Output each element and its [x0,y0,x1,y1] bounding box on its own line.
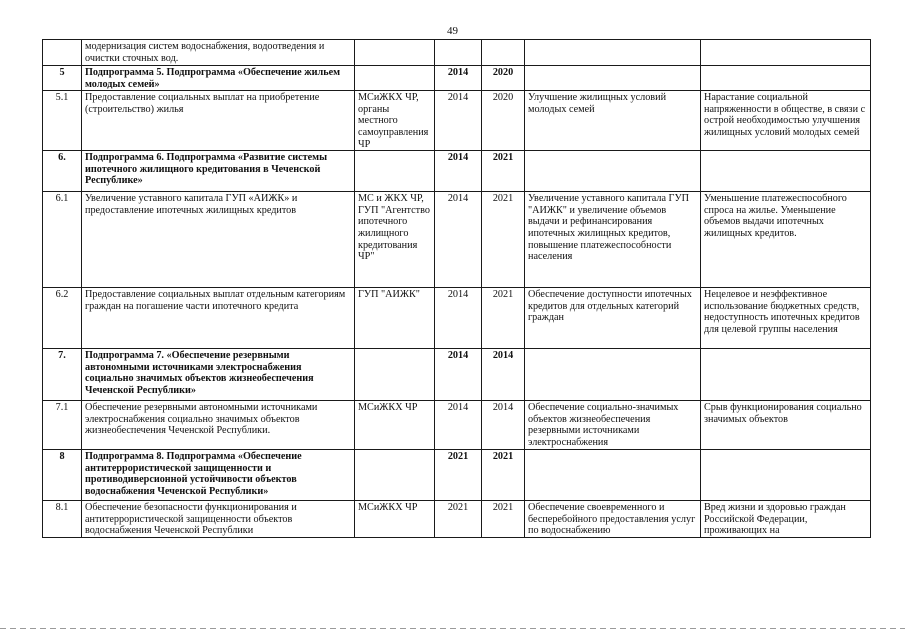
row-number-cell: 5 [43,66,82,91]
row-number-cell: 8.1 [43,501,82,538]
start-year-cell: 2014 [435,401,482,450]
activity-name-cell: Предоставление социальных выплат на приобретение (строительство) жилья [82,91,355,151]
table-row [43,192,871,288]
executor-cell: МСиЖКХ ЧР, органы местного самоуправления ЧР [355,91,435,151]
scan-bottom-rule [0,628,905,629]
end-year-cell: 2021 [482,501,525,538]
executor-cell [355,151,435,192]
subprogram-row [43,349,871,401]
table-row [43,401,871,450]
table-row [43,288,871,349]
page-number: 49 [447,25,458,37]
subprogram-row [43,66,871,91]
end-year-cell: 2014 [482,349,525,401]
table-row [43,40,871,66]
end-year-cell: 2021 [482,151,525,192]
executor-cell [355,349,435,401]
row-number-cell: 7. [43,349,82,401]
expected-result-cell: Обеспечение доступности ипотечных кредитов для отдельных категорий граждан [525,288,701,349]
executor-cell [355,450,435,501]
activity-name-cell: Подпрограмма 5. Подпрограмма «Обеспечение жильем молодых семей» [82,66,355,91]
expected-result-cell: Улучшение жилищных условий молодых семей [525,91,701,151]
activity-name-cell: Обеспечение безопасности функционирования и антитеррористической защищенности объектов водоснабжения Чеченской Республики [82,501,355,538]
activity-name-cell: Подпрограмма 8. Подпрограмма «Обеспечение антитеррористической защищенности и противодиверсионной устойчивости объектов водоснабжения Чеченской Республики» [82,450,355,501]
start-year-cell: 2021 [435,450,482,501]
expected-result-cell: Обеспечение социально-значимых объектов жизнеобеспечения резервными источниками электроснабжения [525,401,701,450]
executor-cell: МС и ЖКХ ЧР, ГУП "Агентство ипотечного жилищного кредитования ЧР" [355,192,435,288]
executor-cell: МСиЖКХ ЧР [355,501,435,538]
executor-cell: ГУП "АИЖК" [355,288,435,349]
non-implementation-consequence-cell [701,40,871,66]
non-implementation-consequence-cell: Вред жизни и здоровью граждан Российской Федерации, проживающих на [701,501,871,538]
non-implementation-consequence-cell [701,151,871,192]
end-year-cell: 2021 [482,288,525,349]
executor-cell: МСиЖКХ ЧР [355,401,435,450]
start-year-cell: 2021 [435,501,482,538]
activity-name-cell: Подпрограмма 7. «Обеспечение резервными автономными источниками электроснабжения социально значимых объектов жизнеобеспечения Чеченской Республики» [82,349,355,401]
non-implementation-consequence-cell: Срыв функционирования социально значимых объектов [701,401,871,450]
start-year-cell: 2014 [435,91,482,151]
program-table [42,39,871,538]
expected-result-cell [525,66,701,91]
start-year-cell: 2014 [435,66,482,91]
end-year-cell: 2020 [482,66,525,91]
start-year-cell: 2014 [435,192,482,288]
start-year-cell: 2014 [435,288,482,349]
row-number-cell: 6.2 [43,288,82,349]
non-implementation-consequence-cell: Нарастание социальной напряженности в обществе, в связи с острой необходимостью улучшения жилищных условий молодых семей [701,91,871,151]
end-year-cell [482,40,525,66]
table-row [43,501,871,538]
expected-result-cell [525,450,701,501]
expected-result-cell: Обеспечение своевременного и бесперебойного предоставления услуг по водоснабжению [525,501,701,538]
expected-result-cell: Увеличение уставного капитала ГУП "АИЖК" и увеличение объемов выдачи и рефинансирования ипотечных жилищных кредитов, повышение платежеспособности населения [525,192,701,288]
activity-name-cell: Увеличение уставного капитала ГУП «АИЖК» и предоставление ипотечных жилищных кредитов [82,192,355,288]
subprogram-row [43,151,871,192]
row-number-cell [43,40,82,66]
end-year-cell: 2021 [482,450,525,501]
end-year-cell: 2021 [482,192,525,288]
row-number-cell: 7.1 [43,401,82,450]
row-number-cell: 5.1 [43,91,82,151]
start-year-cell: 2014 [435,151,482,192]
end-year-cell: 2014 [482,401,525,450]
activity-name-cell: Предоставление социальных выплат отдельным категориям граждан на погашение части ипотечного кредита [82,288,355,349]
expected-result-cell [525,40,701,66]
executor-cell [355,66,435,91]
activity-name-cell: Обеспечение резервными автономными источниками электроснабжения социально значимых объектов жизнеобеспечения Чеченской Республики. [82,401,355,450]
non-implementation-consequence-cell: Нецелевое и неэффективное использование бюджетных средств, недоступность ипотечных кредитов для целевой группы населения [701,288,871,349]
row-number-cell: 6. [43,151,82,192]
expected-result-cell [525,349,701,401]
table-row [43,91,871,151]
executor-cell [355,40,435,66]
row-number-cell: 8 [43,450,82,501]
non-implementation-consequence-cell [701,66,871,91]
non-implementation-consequence-cell [701,349,871,401]
start-year-cell [435,40,482,66]
non-implementation-consequence-cell: Уменьшение платежеспособного спроса на жилье. Уменьшение объемов выдачи ипотечных жилищных кредитов. [701,192,871,288]
start-year-cell: 2014 [435,349,482,401]
subprogram-row [43,450,871,501]
activity-name-cell: модернизация систем водоснабжения, водоотведения и очистки сточных вод. [82,40,355,66]
end-year-cell: 2020 [482,91,525,151]
expected-result-cell [525,151,701,192]
row-number-cell: 6.1 [43,192,82,288]
non-implementation-consequence-cell [701,450,871,501]
activity-name-cell: Подпрограмма 6. Подпрограмма «Развитие системы ипотечного жилищного кредитования в Чеченской Республике» [82,151,355,192]
